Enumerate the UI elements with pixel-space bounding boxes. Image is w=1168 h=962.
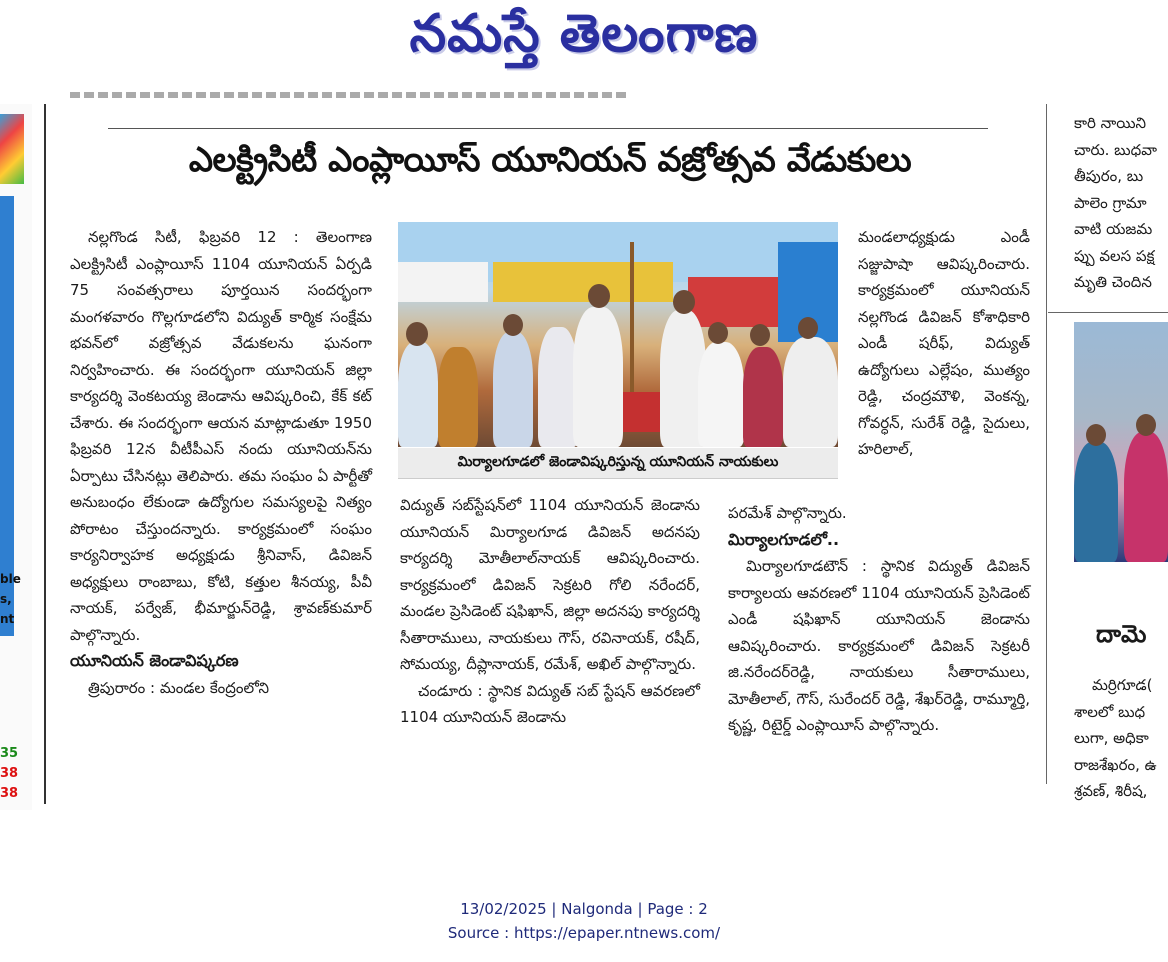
left-strip-number: 38 — [0, 786, 19, 801]
right-clip-line: లుగా, అధికా — [1074, 729, 1149, 747]
right-clip-line: మృతి చెందిన — [1074, 273, 1152, 291]
masthead-title: నమస్తే తెలంగాణ — [409, 4, 759, 64]
right-column-rule — [1046, 104, 1047, 784]
article-column-1 — [70, 224, 372, 701]
article-paragraph: త్రిపురారం : మండల కేంద్రంలోని — [88, 678, 270, 697]
clipped-previous-text — [70, 84, 630, 98]
left-adjacent-strip — [0, 104, 32, 810]
article-headline: ఎలక్ట్రిసిటీ ఎంప్లాయీస్ యూనియన్ వజ్రోత్సవ వేడుకులు — [188, 140, 912, 180]
right-adjacent-strip — [1048, 104, 1168, 824]
right-clip-line: చారు. బుధవా — [1074, 140, 1157, 159]
article-photo — [398, 222, 838, 447]
right-clip-line: వాటి యజమ — [1074, 220, 1153, 238]
article-paragraph: చండూరు : స్థానిక విద్యుత్ సబ్ స్టేషన్ ఆవరణలో 1104 యూనియన్ జెండాను — [400, 681, 700, 726]
article-column-3-bottom — [728, 500, 1030, 739]
left-column-rule — [44, 104, 46, 804]
left-strip-graphic — [0, 114, 24, 184]
left-strip-number: 35 — [0, 746, 19, 761]
article-column-2 — [400, 492, 700, 731]
right-clip-line: తీపురం, బు — [1074, 167, 1144, 185]
right-clip-line: కారి నాయిని — [1074, 114, 1147, 132]
footer-date-line: 13/02/2025 | Nalgonda | Page : 2 — [460, 900, 708, 918]
subheading-miryalaguda: మిర్యాలగూడలో.. — [728, 529, 840, 549]
left-strip-label: ble — [0, 572, 21, 586]
footer-source-line: Source : https://epaper.ntnews.com/ — [447, 924, 721, 942]
article-paragraph: పరమేశ్ పాల్గొన్నారు. — [728, 504, 847, 522]
masthead — [0, 4, 1168, 77]
right-clip-photo — [1074, 322, 1168, 562]
headline-rule — [108, 128, 988, 129]
left-strip-label: s, — [0, 592, 12, 606]
article-paragraph: విద్యుత్ సబ్‌స్టేషన్‌లో 1104 యూనియన్ జెండాను యూనియన్ మిర్యాలగూడ డివిజన్ అదనపు కార్యదర్శి మోతీలాల్‌నాయక్ ఆవిష్కరించారు. కార్యక్రమంలో డివిజన్ సెక్రటరి గోలి నరేందర్, మండల ప్రెసిడెంట్ షఫిఖాన్, జిల్లా అదనపు కార్యదర్శి సీతారాములు, నాయకులు గౌస్, రవినాయక్, రషీద్, సోమయ్య, దీప్లానాయక్, రమేశ్, అఖిల్ పాల్గొన్నారు. — [400, 496, 700, 673]
left-strip-number: 38 — [0, 766, 19, 781]
right-clip-line: మర్రిగూడ( — [1092, 676, 1153, 694]
right-clip-line: పాలెం గ్రామా — [1074, 193, 1147, 212]
article-paragraph: మండలాధ్యక్షుడు ఎండీ సజ్జుపాషా ఆవిష్కరించారు. కార్యక్రమంలో యూనియన్ నల్లగొండ డివిజన్ కోశాధికారి ఎండీ షరీఫ్, విద్యుత్ ఉద్యోగులు ఎల్లేషం, ముత్యం రెడ్డి, చంద్రమౌళి, వెంకన్న, గోవర్ధన్, సురేశ్ రెడ్డి, సైదులు, హరిలాల్, — [858, 228, 1030, 458]
article-column-3-top — [858, 224, 1030, 463]
right-clip-line: రాజశేఖరం, ఉ — [1074, 755, 1157, 774]
right-clip-line: శాలలో బుధ — [1074, 702, 1146, 721]
subheading-flag-hoisting: యూనియన్ జెండావిష్కరణ — [70, 651, 239, 670]
article-paragraph: నల్లగొండ సిటీ, ఫిబ్రవరి 12 : తెలంగాణ ఎలక్ట్రిసిటీ ఎంప్లాయీస్ 1104 యూనియన్ ఏర్పడి 75 సంవత్సరాలు పూర్తయిన సందర్భంగా మంగళవారం గొల్లగూడలోని విద్యుత్ కార్మిక సంక్షేమ భవన్‌లో వజ్రోత్సవ వేడుకలను ఘనంగా నిర్వహించారు. ఈ సందర్భంగా యూనియన్ జిల్లా కార్యదర్శి వెంకటయ్య జెండాను ఆవిష్కరించి, కేక్ కట్ చేశారు. ఈ సందర్భంగా ఆయన మాట్లాడుతూ 1950 ఫిబ్రవరి 12న వీటీపీఎస్ నందు యూనియన్‌ను ఏర్పాటు చేసినట్లు తెలిపారు. తమ సంఘం ఏ పార్టీతో అనుబంధం లేకుండా ఉద్యోగుల సమస్యలపై నిత్యం పోరాటం చేస్తుందన్నారు. కార్యక్రమంలో సంఘం కార్యనిర్వాహక అధ్యక్షుడు శ్రీనివాస్, డివిజన్ అధ్యక్షులు రాంబాబు, కోటి, కత్తుల శీనయ్య, పీవీ నాయక్, పర్వేజ్, భీమార్జున్‌రెడ్డి, శ్రావణ్‌కుమార్ పాల్గొన్నారు. — [70, 228, 372, 644]
right-clip-line: శ్రవణ్, శిరీష, — [1074, 782, 1148, 800]
photo-caption: మిర్యాలగూడలో జెండావిష్కరిస్తున్న యూనియన్ నాయకులు — [398, 448, 838, 479]
article-paragraph: మిర్యాలగూడటౌన్ : స్థానిక విద్యుత్ డివిజన్ కార్యాలయ ఆవరణలో 1104 యూనియన్ ప్రెసిడెంట్ ఎండీ షఫిఖాన్ యూనియన్ జెండాను ఆవిష్కరించారు. కార్యక్రమంలో డివిజన్ సెక్రటరీ జి.నరేందర్‌రెడ్డి, నాయకులు సీతారాములు, మోతీలాల్, గౌస్, సురేందర్ రెడ్డి, శేఖర్‌రెడ్డి, రామ్మూర్తి, కృష్ణ, రిటైర్డ్ ఎంప్లాయీస్ పాల్గొన్నారు. — [728, 557, 1030, 734]
right-clip-heading: దామె — [1096, 620, 1147, 648]
left-strip-label: nt — [0, 612, 15, 626]
right-clip-line: ప్పు వలస పక్ష — [1074, 246, 1155, 265]
